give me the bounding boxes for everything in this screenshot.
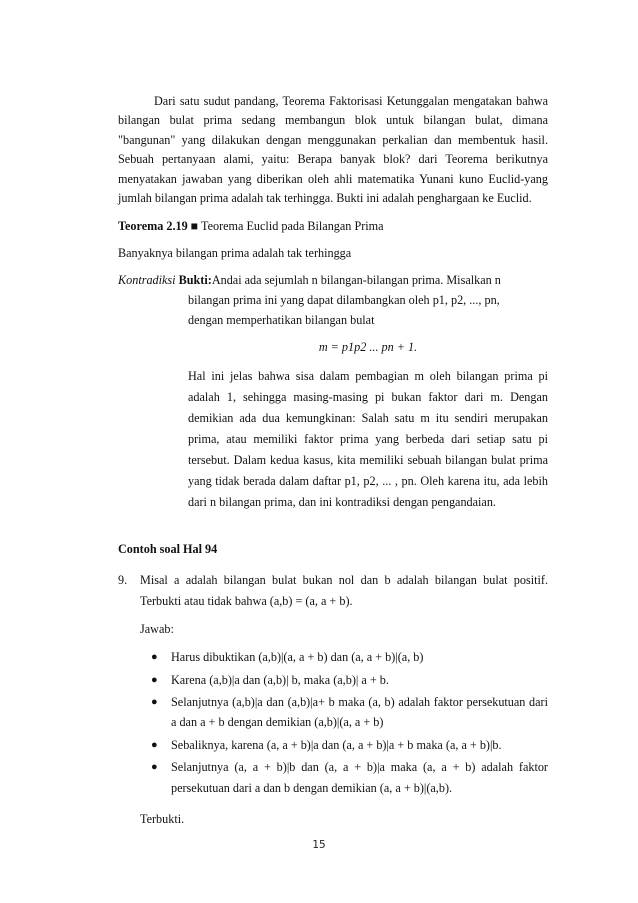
theorem-title: Teorema Euclid pada Bilangan Prima xyxy=(200,219,384,234)
proof-line-2: bilangan prima ini yang dapat dilambangkan oleh p1, p2, ..., pn, xyxy=(188,292,500,307)
terbukti-label: Terbukti. xyxy=(140,812,185,827)
page-body xyxy=(118,92,548,828)
proof-line-1 xyxy=(118,271,548,290)
bullet-text: Selanjutnya (a, a + b)|b dan (a, a + b)|a maka (a, a + b) adalah faktor persekutuan dari a dan b dengan demikian (a, a + b)|(a,b). xyxy=(171,760,548,795)
bullet-icon: ● xyxy=(151,651,158,664)
theorem-label: Teorema 2.19 xyxy=(118,219,188,234)
proof-bukti-label: Bukti: xyxy=(178,273,212,288)
bullet-icon: ● xyxy=(151,761,158,774)
list-item xyxy=(151,670,548,690)
list-item xyxy=(151,735,548,755)
bullet-text: Selanjutnya (a,b)|a dan (a,b)|a+ b maka (a, b) adalah faktor persekutuan dari a dan a + b dengan demikian (a,b)|(a, a + b) xyxy=(171,695,548,730)
bullet-icon: ● xyxy=(151,673,158,686)
theorem-statement: Banyaknya bilangan prima adalah tak terhingga xyxy=(118,246,352,261)
list-item xyxy=(151,757,548,798)
proof-formula-text: m = p1p2 ... pn + 1. xyxy=(318,340,418,355)
answer-bullet-list xyxy=(118,647,548,798)
proof-block xyxy=(118,271,548,513)
question-9 xyxy=(118,570,548,612)
question-text: Misal a adalah bilangan bulat bukan nol dan b adalah bilangan bulat positif. Terbukti atau tidak bahwa (a,b) = (a, a + b). xyxy=(140,573,548,609)
bullet-text: Harus dibuktikan (a,b)|(a, a + b) dan (a, a + b)|(a, b) xyxy=(171,650,424,665)
bullet-text: Karena (a,b)|a dan (a,b)| b, maka (a,b)| a + b. xyxy=(171,672,389,687)
list-item xyxy=(151,692,548,733)
question-number: 9. xyxy=(118,573,128,588)
proof-line-3: dengan memperhatikan bilangan bulat xyxy=(188,313,375,328)
proof-formula xyxy=(118,337,548,358)
intro-paragraph: Dari satu sudut pandang, Teorema Faktorisasi Ketunggalan mengatakan bahwa bilangan bulat prima sedang membangun blok untuk bilangan bulat, dimana "bangunan" yang dilakukan dengan menggunakan perkalian dan membentuk hasil. Sebuah pertanyaan alami, yaitu: Berapa banyak blok? dari Teorema berikutnya menyatakan jawaban yang diberikan oleh ahli matematika Yunani kuno Euclid-yang jumlah bilangan prima adalah tak terhingga. Bukti ini adalah penghargaan ke Euclid. xyxy=(118,94,548,206)
theorem-heading xyxy=(118,217,548,235)
proof-line1-text: Andai ada sejumlah n bilangan-bilangan prima. Misalkan n xyxy=(211,273,501,288)
bullet-icon: ● xyxy=(151,738,158,751)
jawab-label: Jawab: xyxy=(140,622,174,637)
bullet-icon: ● xyxy=(151,696,158,709)
bullet-text: Sebaliknya, karena (a, a + b)|a dan (a, a + b)|a + b maka (a, a + b)|b. xyxy=(171,737,502,752)
list-item xyxy=(151,647,548,667)
page-number: 15 xyxy=(312,839,326,851)
example-heading: Contoh soal Hal 94 xyxy=(118,542,218,557)
proof-paragraph-2: Hal ini jelas bahwa sisa dalam pembagian m oleh bilangan prima pi adalah 1, sehingga masing-masing pi bukan faktor dari m. Dengan demikian ada dua kemungkinan: Salah satu m itu sendiri merupakan prima, atau memiliki faktor prima yang berbeda dari setiap satu pi tersebut. Dalam kedua kasus, kita memiliki sebuah bilangan bulat prima yang tidak berada dalam daftar p1, p2, ... , pn. Oleh karena itu, ada lebih dari n bilangan prima, dan ini kontradiksi dengan pengandaian. xyxy=(188,369,548,510)
theorem-symbol: ■ xyxy=(190,219,199,234)
proof-kontradiksi: Kontradiksi xyxy=(118,273,176,288)
